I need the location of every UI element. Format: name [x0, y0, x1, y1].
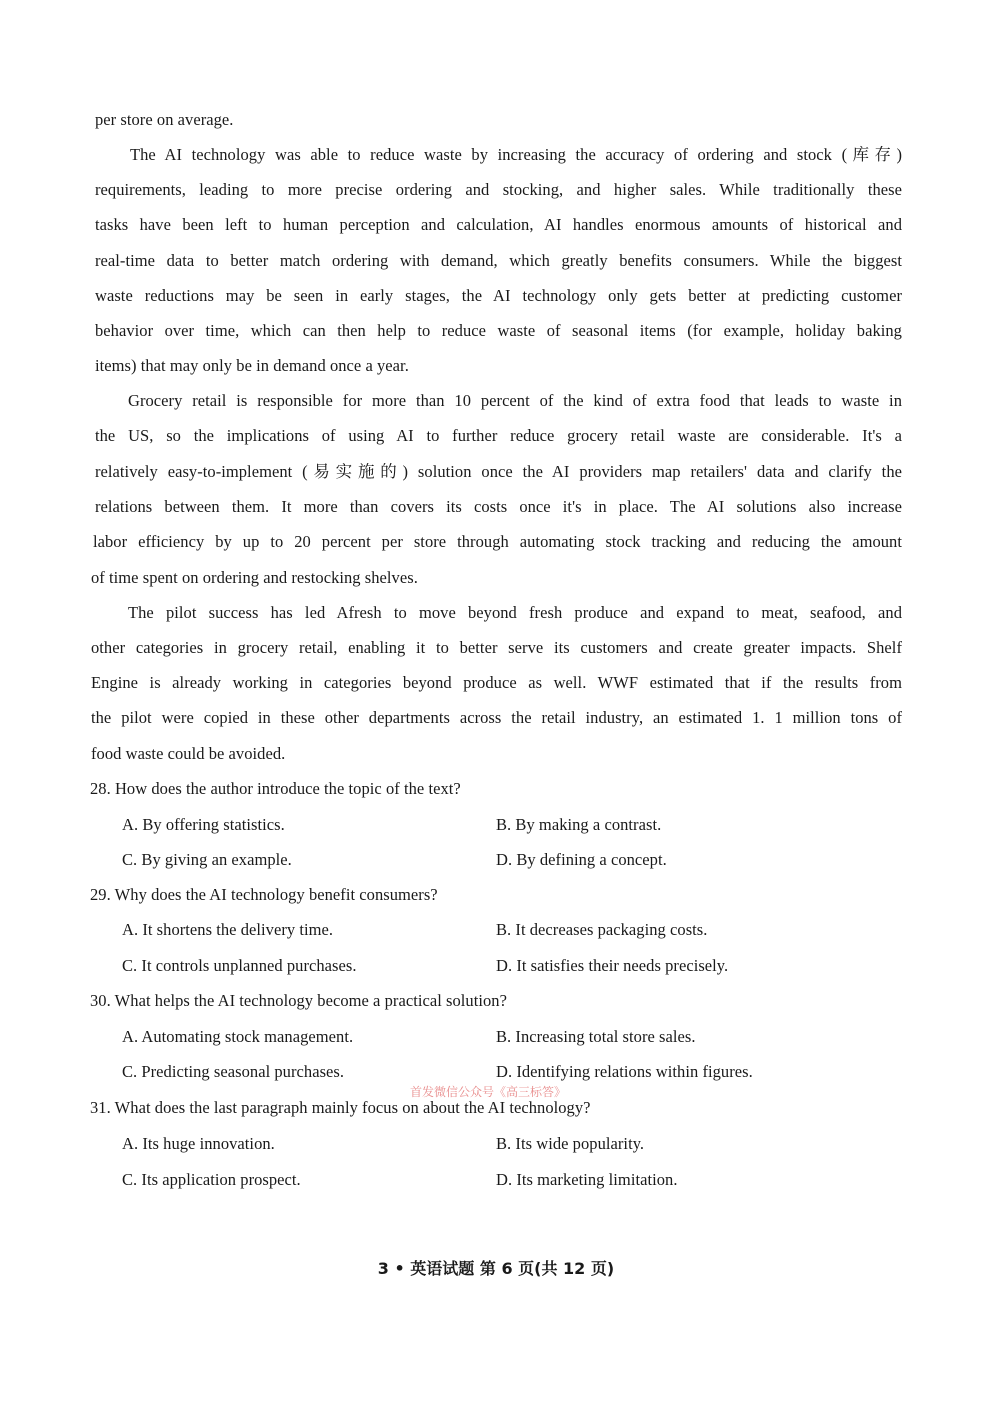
option-30-a[interactable]: A. Automating stock management.	[122, 1027, 354, 1046]
option-29-d[interactable]: D. It satisfies their needs precisely.	[496, 956, 729, 975]
question-number: 29.	[90, 885, 111, 904]
passage-line: real-time data to better match ordering with demand, which greatly benefits consumers. While the biggest	[95, 251, 902, 270]
passage-line: the pilot were copied in these other departments across the retail industry, an estimated 1. 1 million tons of	[91, 708, 902, 727]
passage-line: requirements, leading to more precise ordering and stocking, and higher sales. While traditionally these	[95, 180, 902, 199]
passage-line: relations between them. It more than covers its costs once it's in place. The AI solutions also increase	[95, 497, 902, 516]
passage-line: the US, so the implications of using AI to further reduce grocery retail waste are considerable. It's a	[95, 426, 902, 445]
question-number: 31.	[90, 1098, 111, 1117]
question-text: How does the author introduce the topic of the text?	[114, 779, 461, 798]
passage-line: behavior over time, which can then help to reduce waste of seasonal items (for example, holiday baking	[95, 321, 902, 340]
passage-line: waste reductions may be seen in early stages, the AI technology only gets better at predicting customer	[95, 286, 902, 305]
passage-line: items) that may only be in demand once a year.	[95, 356, 409, 375]
question-30	[90, 991, 507, 1011]
option-28-d[interactable]: D. By defining a concept.	[496, 850, 667, 869]
passage-line: per store on average.	[95, 110, 234, 129]
paragraph-start-line: The pilot success has led Afresh to move beyond fresh produce and expand to meat, seafood, and	[128, 603, 902, 622]
passage-line: other categories in grocery retail, enabling it to better serve its customers and create greater impacts. Shelf	[91, 638, 902, 657]
option-30-c[interactable]: C. Predicting seasonal purchases.	[122, 1062, 345, 1081]
option-29-b[interactable]: B. It decreases packaging costs.	[496, 920, 708, 939]
question-number: 30.	[90, 991, 111, 1010]
option-29-c[interactable]: C. It controls unplanned purchases.	[122, 956, 357, 975]
passage-line: food waste could be avoided.	[91, 744, 286, 763]
question-31	[90, 1098, 591, 1118]
option-31-a[interactable]: A. Its huge innovation.	[122, 1134, 275, 1153]
question-28	[90, 779, 461, 799]
watermark-text: 首发微信公众号《高三标答》	[410, 1085, 567, 1099]
option-28-a[interactable]: A. By offering statistics.	[122, 815, 285, 834]
option-29-a[interactable]: A. It shortens the delivery time.	[122, 920, 334, 939]
option-31-c[interactable]: C. Its application prospect.	[122, 1170, 301, 1189]
passage-line: of time spent on ordering and restocking shelves.	[91, 568, 418, 587]
question-number: 28.	[90, 779, 111, 798]
passage-line: tasks have been left to human perception and calculation, AI handles enormous amounts of historical and	[95, 215, 902, 234]
question-text: Why does the AI technology benefit consumers?	[114, 885, 438, 904]
passage-line: Engine is already working in categories beyond produce as well. WWF estimated that if the results from	[91, 673, 902, 692]
paragraph-start-line: The AI technology was able to reduce waste by increasing the accuracy of ordering and stock (库存)	[130, 145, 902, 164]
option-28-c[interactable]: C. By giving an example.	[122, 850, 292, 869]
passage-line: relatively easy-to-implement (易实施的) solution once the AI providers map retailers' data and clarify the	[95, 462, 902, 481]
passage-line: labor efficiency by up to 20 percent per store through automating stock tracking and reducing the amount	[93, 532, 902, 551]
option-28-b[interactable]: B. By making a contrast.	[496, 815, 662, 834]
question-29	[90, 885, 438, 905]
question-text: What helps the AI technology become a practical solution?	[114, 991, 507, 1010]
paragraph-start-line: Grocery retail is responsible for more than 10 percent of the kind of extra food that leads to waste in	[128, 391, 902, 410]
option-30-b[interactable]: B. Increasing total store sales.	[496, 1027, 696, 1046]
option-30-d[interactable]: D. Identifying relations within figures.	[496, 1062, 753, 1081]
question-text: What does the last paragraph mainly focus on about the AI technology?	[114, 1098, 591, 1117]
page-footer: 3 • 英语试题 第 6 页(共 12 页)	[377, 1259, 615, 1278]
option-31-b[interactable]: B. Its wide popularity.	[496, 1134, 645, 1153]
option-31-d[interactable]: D. Its marketing limitation.	[496, 1170, 678, 1189]
